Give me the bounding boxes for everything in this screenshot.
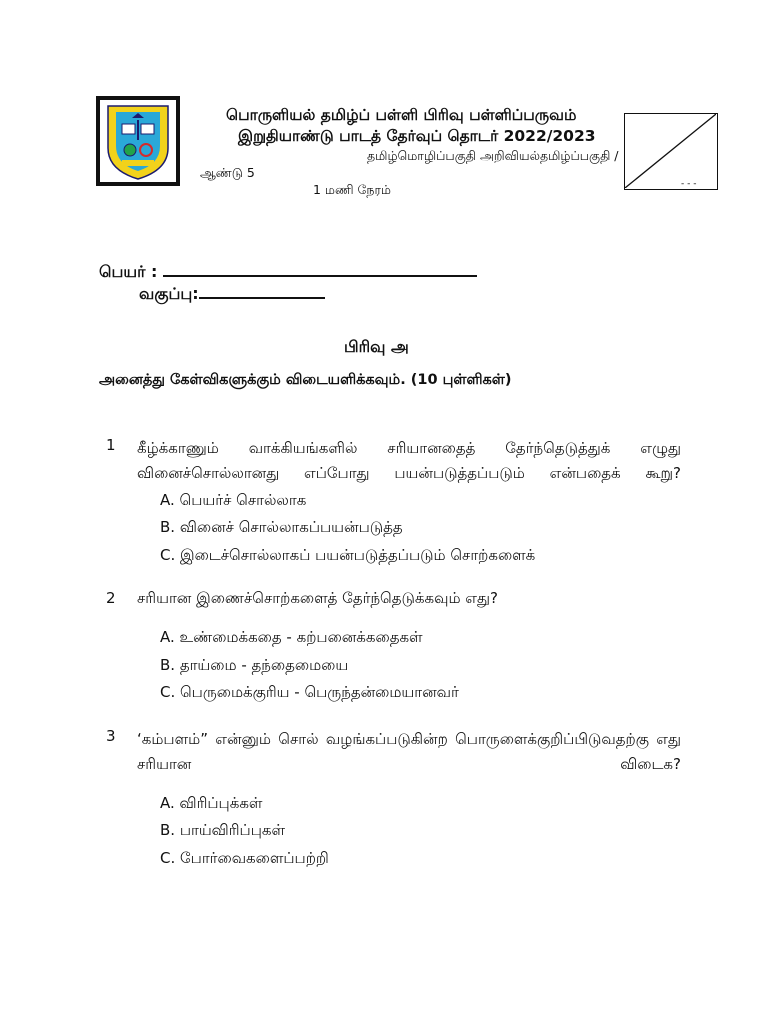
- exam-title-heading: இறுதியாண்டு பாடத் தேர்வுப் தொடர் 2022/2023: [238, 127, 596, 145]
- duration-label: 1 மணி நேரம்: [313, 182, 391, 197]
- school-name-heading: பொருளியல் தமிழ்ப் பள்ளி பிரிவு பள்ளிப்பருவம்: [226, 106, 577, 124]
- question-3-option-c: C. போர்வைகளைப்பற்றி: [160, 849, 329, 867]
- school-crest-logo: [96, 96, 180, 186]
- class-blank-line: [199, 297, 325, 299]
- name-label: பெயர் :: [99, 262, 158, 281]
- year-label: ஆண்டு 5: [200, 165, 255, 180]
- class-label: வகுப்பு:: [139, 284, 199, 303]
- question-1-text: கீழ்க்காணும் வாக்கியங்களில் சரியானதைத் தேர்ந்தெடுத்துக் எழுது வினைச்சொல்லானது எப்போது பயன்படுத்தப்படும் என்பதைக் கூறு?: [137, 439, 681, 482]
- score-box: [624, 113, 718, 190]
- name-field: [99, 262, 477, 283]
- question-2-number: 2: [106, 589, 116, 607]
- section-title: பிரிவு அ: [344, 337, 409, 356]
- subject-heading: தமிழ்மொழிப்பகுதி அறிவியல்தமிழ்ப்பகுதி /: [367, 148, 619, 163]
- question-1-number: 1: [106, 436, 116, 454]
- question-1-option-c: C. இடைச்சொல்லாகப் பயன்படுத்தப்படும் சொற்களைக்: [160, 546, 536, 564]
- question-3-text: ‘கம்பளம்” என்னும் சொல் வழங்கப்படுகின்ற பொருளைக்குறிப்பிடுவதற்கு எது சரியான விடைக?: [137, 730, 681, 773]
- question-1-option-b: B. வினைச் சொல்லாகப்பயன்படுத்த: [160, 518, 403, 536]
- question-3-number: 3: [106, 727, 116, 745]
- class-field: [139, 284, 325, 305]
- name-blank-line: [163, 275, 477, 277]
- section-instruction: அனைத்து கேள்விகளுக்கும் விடையளிக்கவும். (10 புள்ளிகள்): [99, 372, 512, 388]
- question-1-option-a: A. பெயர்ச் சொல்லாக: [160, 491, 307, 509]
- question-2-option-a: A. உண்மைக்கதை - கற்பனைக்கதைகள்: [160, 628, 423, 646]
- question-2-option-c: C. பெருமைக்குரிய - பெருந்தன்மையானவர்: [160, 683, 459, 701]
- question-2-option-b: B. தாய்மை - தந்தைமையை: [160, 656, 349, 674]
- score-box-text: - - -: [681, 179, 697, 188]
- question-2-text: சரியான இணைச்சொற்களைத் தேர்ந்தெடுக்கவும் எது?: [137, 589, 498, 607]
- question-3-option-b: B. பாய்விரிப்புகள்: [160, 821, 286, 839]
- question-3-option-a: A. விரிப்புக்கள்: [160, 794, 263, 812]
